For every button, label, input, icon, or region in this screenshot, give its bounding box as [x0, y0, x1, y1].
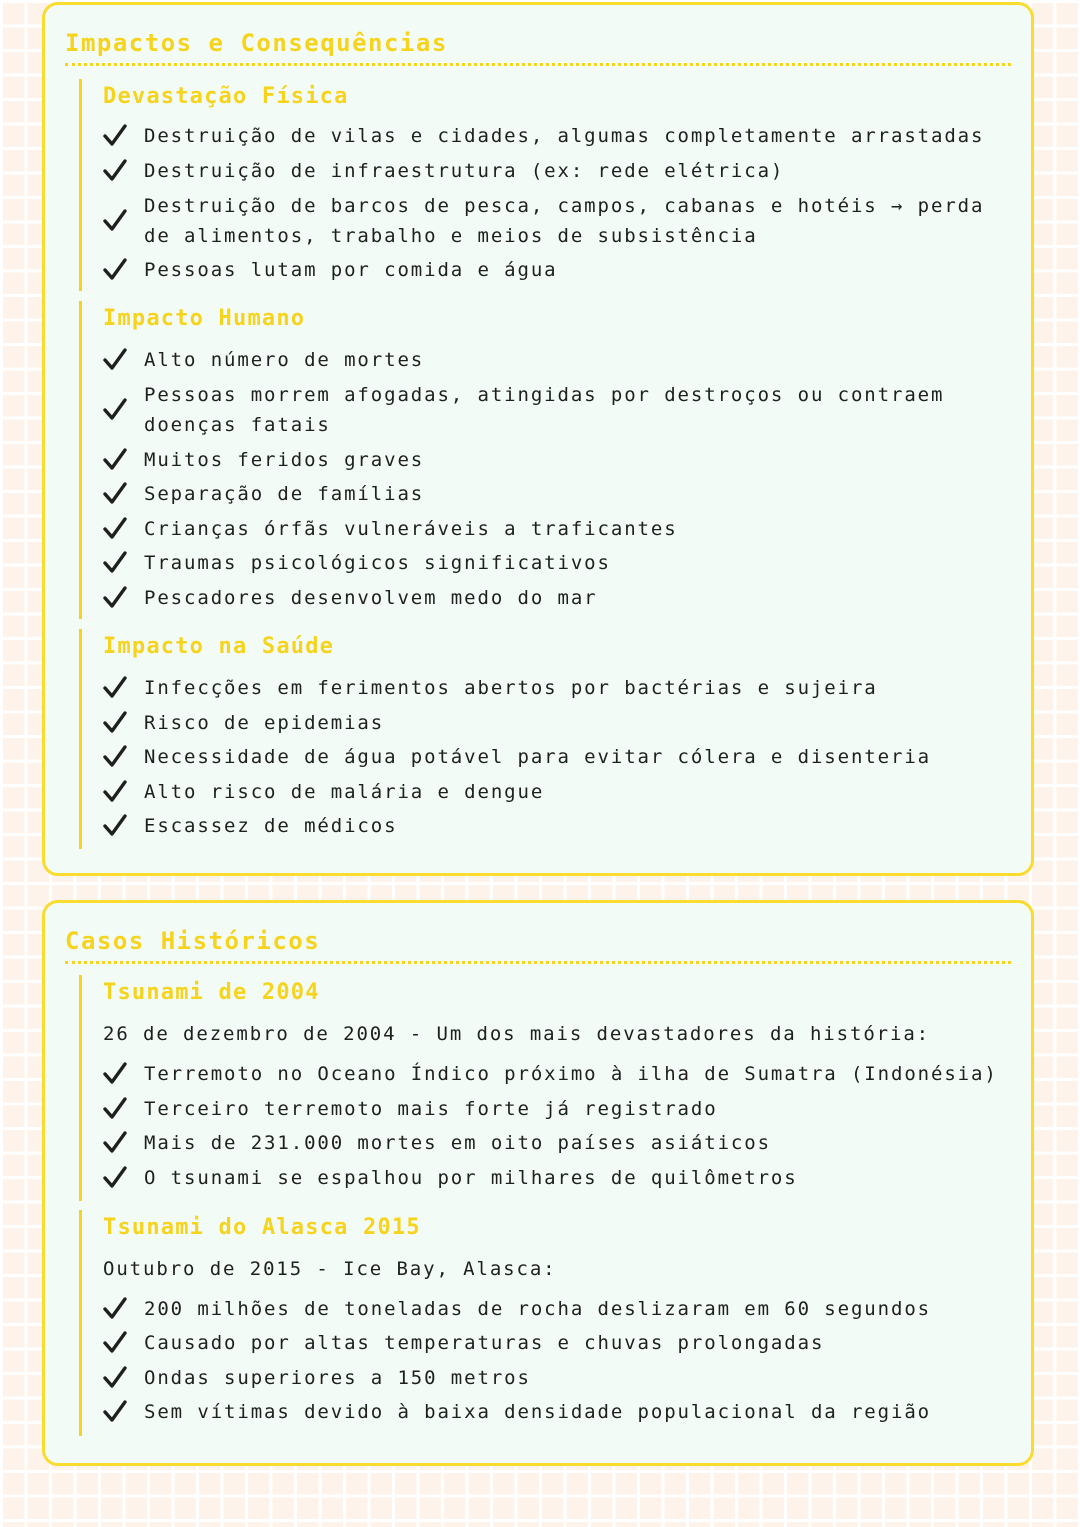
- check-icon: [103, 551, 127, 575]
- check-icon: [103, 1297, 127, 1321]
- list-item: Risco de epidemias: [103, 708, 1001, 738]
- check-icon: [103, 398, 127, 422]
- check-icon: [103, 676, 127, 700]
- list-item: Separação de famílias: [103, 479, 1001, 509]
- check-icon: [103, 1366, 127, 1390]
- title-divider: [65, 63, 1011, 66]
- list-item: Alto número de mortes: [103, 345, 1001, 375]
- section-devastacao-fisica: [79, 79, 1011, 291]
- list-item: Pessoas morrem afogadas, atingidas por destroços ou contraem doenças fatais: [103, 380, 1001, 440]
- check-icon: [103, 780, 127, 804]
- list-item: Traumas psicológicos significativos: [103, 548, 1001, 578]
- section-title: Tsunami de 2004: [103, 980, 320, 1005]
- list-item: Mais de 231.000 mortes em oito países asiáticos: [103, 1128, 1001, 1158]
- list-item: Sem vítimas devido à baixa densidade populacional da região: [103, 1397, 1001, 1427]
- check-icon: [103, 1400, 127, 1424]
- check-icon: [103, 586, 127, 610]
- card-title: Casos Históricos: [65, 927, 321, 955]
- list-item: Destruição de barcos de pesca, campos, cabanas e hotéis → perda de alimentos, trabalho e meios de subsistência: [103, 191, 1001, 251]
- list-item: Terceiro terremoto mais forte já registrado: [103, 1094, 1001, 1124]
- list-item: Infecções em ferimentos abertos por bactérias e sujeira: [103, 673, 1001, 703]
- section-title: Impacto Humano: [103, 306, 306, 331]
- section-tsunami-alasca-2015: [79, 1210, 1011, 1436]
- section-title: Tsunami do Alasca 2015: [103, 1215, 421, 1240]
- list-item: Terremoto no Oceano Índico próximo à ilha de Sumatra (Indonésia): [103, 1059, 1001, 1089]
- section-impacto-saude: [79, 629, 1011, 849]
- check-icon: [103, 124, 127, 148]
- check-icon: [103, 159, 127, 183]
- list-item: Pescadores desenvolvem medo do mar: [103, 583, 1001, 613]
- list-item: O tsunami se espalhou por milhares de quilômetros: [103, 1163, 1001, 1193]
- check-icon: [103, 517, 127, 541]
- check-icon: [103, 1097, 127, 1121]
- card-title: Impactos e Consequências: [65, 29, 448, 57]
- check-icon: [103, 1131, 127, 1155]
- check-icon: [103, 1166, 127, 1190]
- section-title: Devastação Física: [103, 84, 349, 109]
- check-icon: [103, 258, 127, 282]
- section-tsunami-2004: [79, 975, 1011, 1201]
- section-impacto-humano: [79, 301, 1011, 619]
- section-title: Impacto na Saúde: [103, 634, 335, 659]
- list-item: Muitos feridos graves: [103, 445, 1001, 475]
- section-intro: Outubro de 2015 - Ice Bay, Alasca:: [103, 1258, 557, 1280]
- title-divider: [65, 961, 1011, 964]
- check-icon: [103, 448, 127, 472]
- check-icon: [103, 814, 127, 838]
- check-icon: [103, 711, 127, 735]
- impacts-card: [42, 2, 1034, 876]
- check-icon: [103, 1331, 127, 1355]
- check-icon: [103, 1062, 127, 1086]
- list-item: Crianças órfãs vulneráveis a traficantes: [103, 514, 1001, 544]
- list-item: Destruição de vilas e cidades, algumas completamente arrastadas: [103, 121, 1001, 151]
- check-icon: [103, 482, 127, 506]
- list-item: Causado por altas temperaturas e chuvas prolongadas: [103, 1328, 1001, 1358]
- historical-cases-card: [42, 900, 1034, 1466]
- section-intro: 26 de dezembro de 2004 - Um dos mais devastadores da história:: [103, 1023, 931, 1045]
- list-item: Escassez de médicos: [103, 811, 1001, 841]
- list-item: Pessoas lutam por comida e água: [103, 255, 1001, 285]
- list-item: Alto risco de malária e dengue: [103, 777, 1001, 807]
- list-item: Necessidade de água potável para evitar cólera e disenteria: [103, 742, 1001, 772]
- check-icon: [103, 209, 127, 233]
- check-icon: [103, 348, 127, 372]
- list-item: Destruição de infraestrutura (ex: rede elétrica): [103, 156, 1001, 186]
- list-item: Ondas superiores a 150 metros: [103, 1363, 1001, 1393]
- list-item: 200 milhões de toneladas de rocha deslizaram em 60 segundos: [103, 1294, 1001, 1324]
- check-icon: [103, 745, 127, 769]
